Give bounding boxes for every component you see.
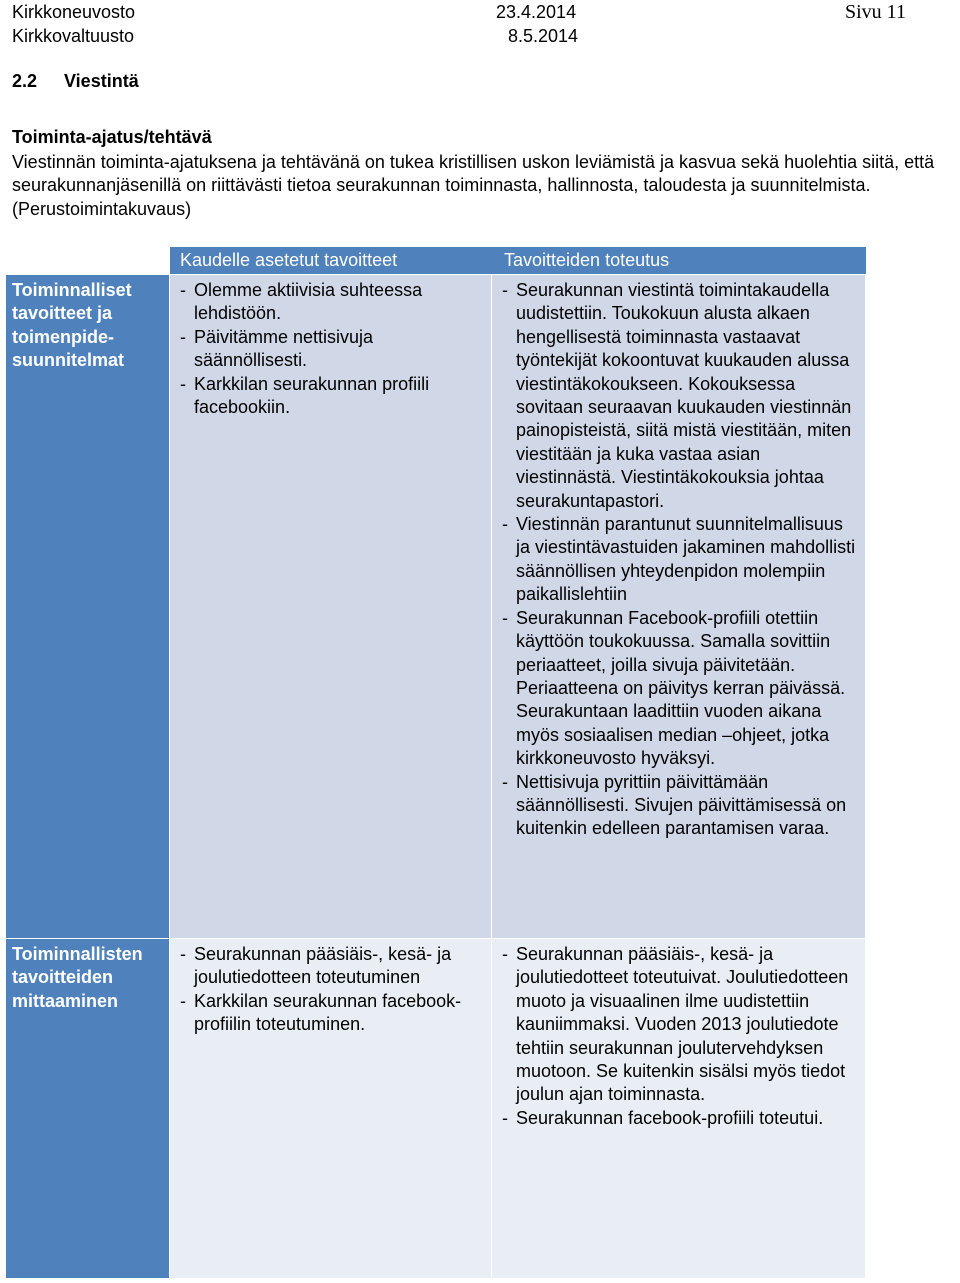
section-number: 2.2 [12, 71, 38, 91]
list-item: - Päivitämme nettisivuja säännöllisesti. [178, 326, 483, 373]
results-cell [492, 939, 866, 1279]
header-date-1: 23.4.2014 [496, 2, 577, 22]
list-item: - Seurakunnan pääsiäis-, kesä- ja joulutiedotteet toteutuivat. Joulutiedotteen muoto ja visuaalinen ilme uudistettiin kauniimmaksi. Vuoden 2013 joulutiedote tehtiin seurakunnan joulutervehdyksen muotoon. Se kuitenkin sisälsi myös tiedot joulun ajan toiminnasta. [500, 943, 857, 1107]
list-item: - Seurakunnan facebook-profiili toteutui. [500, 1107, 857, 1130]
column-header-goals: Kaudelle asetetut tavoitteet [170, 247, 492, 275]
list-item: - Karkkilan seurakunnan profiili facebookiin. [178, 373, 483, 420]
row-label: Toiminnalliset tavoitteet ja toimenpide-suunnitelmat [6, 275, 170, 939]
list-item: - Viestinnän parantunut suunnitelmallisuus ja viestintävastuiden jakaminen mahdollisti säännöllisen yhteydenpidon molempiin paikallislehtiin [500, 513, 857, 607]
table-row [6, 275, 866, 939]
goals-cell [170, 275, 492, 939]
goals-cell [170, 939, 492, 1279]
list-item: - Olemme aktiivisia suhteessa lehdistöön. [178, 279, 483, 326]
table-header-row [6, 247, 866, 275]
list-item: - Karkkilan seurakunnan facebook-profiilin toteutuminen. [178, 990, 483, 1037]
list-item: - Nettisivuja pyrittiin päivittämään säännöllisesti. Sivujen päivittämisessä on kuitenkin edelleen parantamisen varaa. [500, 771, 857, 841]
purpose-text: Viestinnän toiminta-ajatuksena ja tehtävänä on tukea kristillisen uskon leviämistä ja kasvua sekä huolehtia siitä, että seurakunnanjäsenillä on riittävästi tietoa seurakunnan toiminnasta, hallinnosta, taloudesta ja suunnitelmista. (Perustoimintakuvaus) [12, 152, 935, 219]
purpose-title: Toiminta-ajatus/tehtävä [12, 127, 212, 147]
section-heading [12, 70, 139, 93]
results-cell [492, 275, 866, 939]
page-number: Sivu 11 [845, 1, 906, 23]
column-header-results: Tavoitteiden toteutus [492, 247, 866, 275]
list-item: - Seurakunnan Facebook-profiili otettiin käyttöön toukokuussa. Samalla sovittiin periaatteet, joilla sivuja päivitetään. Periaatteena on päivitys kerran päivässä. Seurakuntaan laadittiin vuoden aikana myös sosiaalisen median –ohjeet, jotka kirkkoneuvosto hyväksyi. [500, 607, 857, 771]
header-org-2: Kirkkovaltuusto [12, 26, 135, 46]
table-row [6, 939, 866, 1279]
list-item: - Seurakunnan viestintä toimintakaudella uudistettiin. Toukokuun alusta alkaen hengellisestä toiminnasta vastaavat työntekijät kokoontuvat kuukauden alussa viestintäkokoukseen. Kokouksessa sovitaan seuraavan kuukauden viestinnän painopisteistä, siitä mistä viestitään, miten viestitään ja kuka vastaa asian viestinnästä. Viestintäkokouksia johtaa seurakuntapastori. [500, 279, 857, 513]
header-date-2: 8.5.2014 [508, 26, 579, 46]
row-label: Toiminnallisten tavoitteiden mittaaminen [6, 939, 170, 1279]
list-item: - Seurakunnan pääsiäis-, kesä- ja joulutiedotteen toteutuminen [178, 943, 483, 990]
section-title: Viestintä [64, 71, 139, 91]
header-org-1: Kirkkoneuvosto [12, 2, 136, 22]
goals-table [6, 247, 866, 1279]
column-header-empty [6, 247, 170, 275]
